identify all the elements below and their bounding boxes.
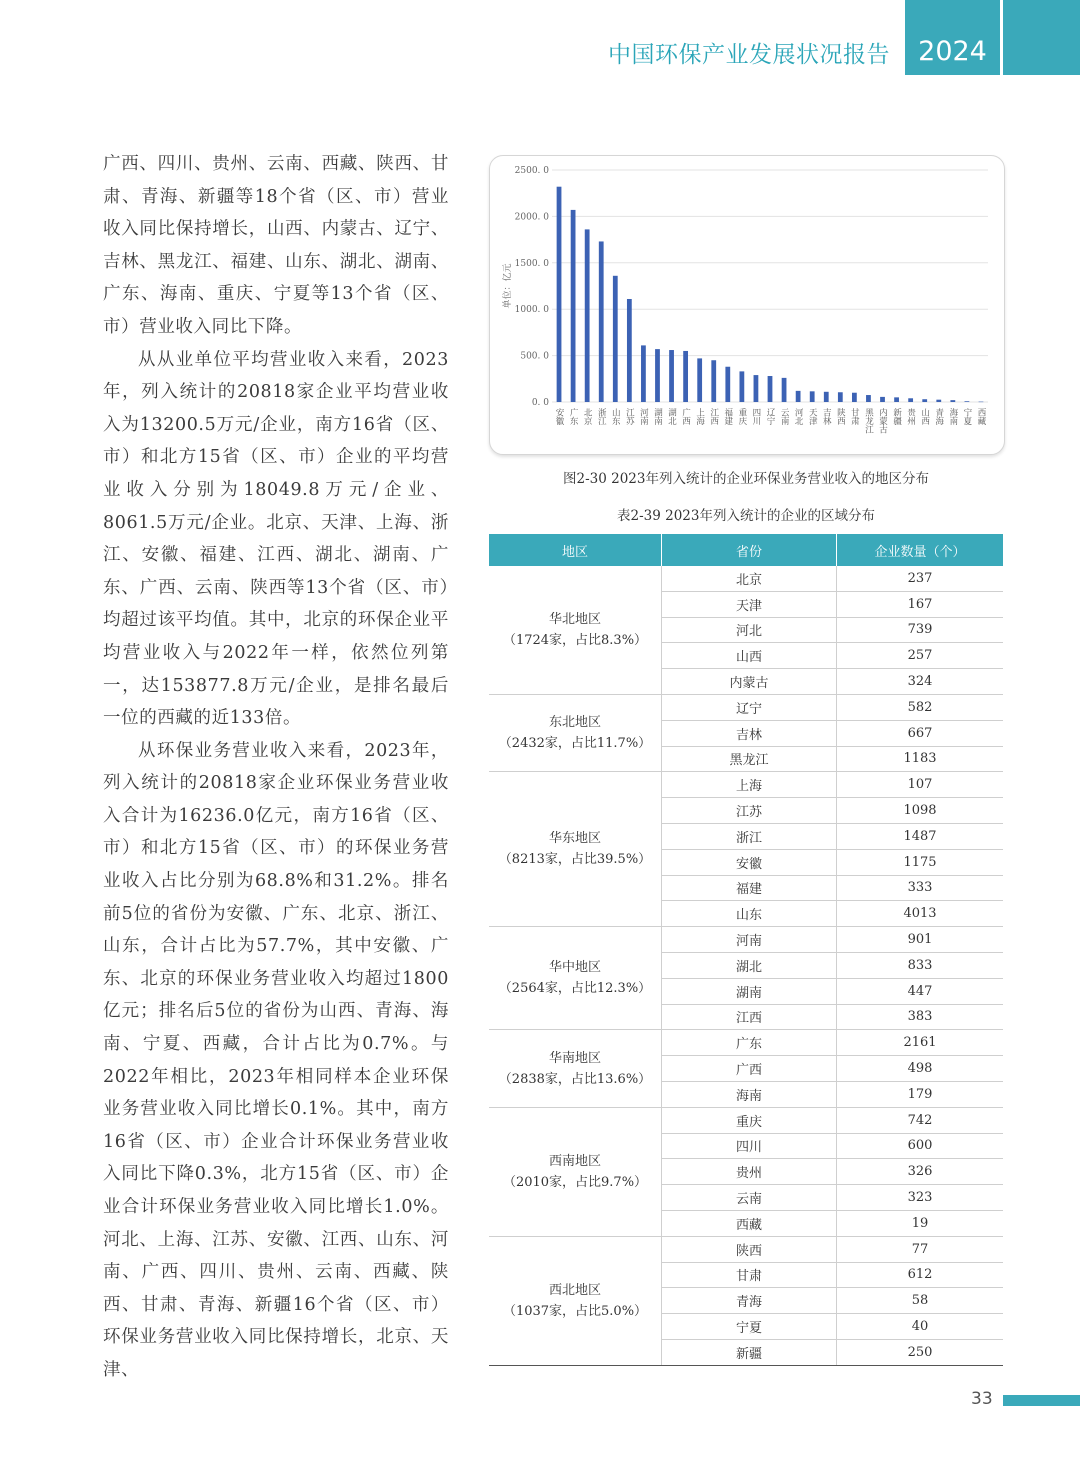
header-accent-strip [1003, 0, 1080, 75]
count-cell: 179 [837, 1081, 1004, 1107]
table-caption: 表2-39 2023年列入统计的企业的区域分布 [617, 508, 875, 524]
x-tick-label: 吉林 [821, 408, 832, 425]
province-cell: 山东 [662, 901, 837, 927]
table-row [489, 1236, 1003, 1262]
count-cell: 77 [837, 1236, 1004, 1262]
report-year: 2024 [905, 0, 1000, 75]
count-cell: 742 [837, 1107, 1004, 1133]
x-tick-label: 山东 [610, 408, 621, 425]
x-tick-label: 浙江 [596, 408, 607, 425]
count-cell: 257 [837, 643, 1004, 669]
y-tick-label: 2500. 0 [514, 166, 549, 176]
bar-西藏 [979, 402, 984, 403]
bar-贵州 [908, 398, 913, 402]
y-axis-label: 单位：亿元 [503, 263, 513, 309]
region-summary: （2838家，占比13.6%） [498, 1071, 652, 1087]
count-cell: 324 [837, 669, 1004, 695]
table-row [489, 566, 1003, 591]
bar-新疆 [894, 397, 899, 402]
header-count: 企业数量（个） [837, 534, 1004, 566]
region-cell [489, 772, 662, 927]
paragraph-3: 从环保业务营业收入来看，2023年，列入统计的20818家企业环保业务营业收入合计为16236.0亿元，南方16省（区、市）和北方15省（区、市）的环保业务营业收入占比分别为68.8%和31.2%。排名前5位的省份为安徽、广东、北京、浙江、山东，合计占比为57.7%，其中安徽、广东、北京的环保业务营业收入均超过1800亿元；排名后5位的省份为山西、青海、海南、宁夏、西藏，合计占比为0.7%。与2022年相比，2023年相同样本企业环保业务营业收入同比增长0.1%。其中，南方16省（区、市）企业合计环保业务营业收入同比下降0.3%，北方15省（区、市）企业合计环保业务营业收入同比增长1.0%。河北、上海、江苏、安徽、江西、山东、河南、广西、四川、贵州、云南、西藏、陕西、甘肃、青海、新疆16个省（区、市）环保业务营业收入同比保持增长，北京、天津、 [103, 740, 449, 1380]
revenue-bar-chart [489, 155, 1005, 455]
figure-caption: 图2-30 2023年列入统计的企业环保业务营业收入的地区分布 [563, 471, 929, 487]
count-cell: 582 [837, 694, 1004, 720]
province-cell: 海南 [662, 1081, 837, 1107]
x-tick-label: 天津 [807, 408, 818, 425]
x-tick-label: 新疆 [891, 408, 902, 425]
x-tick-label: 西藏 [975, 408, 986, 425]
province-cell: 河北 [662, 617, 837, 643]
region-name: 华北地区 [548, 611, 601, 627]
x-tick-label: 河北 [793, 408, 804, 425]
x-tick-label: 江苏 [624, 408, 635, 425]
province-cell: 江苏 [662, 798, 837, 824]
province-cell: 河南 [662, 927, 837, 953]
bar-辽宁 [768, 376, 773, 402]
bar-湖南 [655, 349, 660, 402]
x-tick-label: 福建 [722, 408, 733, 425]
province-cell: 四川 [662, 1133, 837, 1159]
count-cell: 107 [837, 772, 1004, 798]
region-name: 华南地区 [548, 1050, 601, 1066]
province-cell: 贵州 [662, 1159, 837, 1185]
region-cell [489, 1236, 662, 1365]
province-cell: 宁夏 [662, 1314, 837, 1340]
province-cell: 黑龙江 [662, 746, 837, 772]
count-cell: 739 [837, 617, 1004, 643]
region-cell [489, 694, 662, 771]
count-cell: 667 [837, 720, 1004, 746]
x-tick-label: 陕西 [835, 408, 846, 425]
bar-河北 [796, 391, 801, 402]
paragraph-1: 广西、四川、贵州、云南、西藏、陕西、甘肃、青海、新疆等18个省（区、市）营业收入同比保持增长，山西、内蒙古、辽宁、吉林、黑龙江、福建、山东、湖北、湖南、广东、海南、重庆、宁夏等13个省（区、市）营业收入同比下降。 [103, 154, 449, 337]
bar-天津 [810, 391, 815, 402]
region-cell [489, 1107, 662, 1236]
x-tick-label: 四川 [750, 408, 761, 425]
count-cell: 901 [837, 927, 1004, 953]
x-tick-label: 贵州 [905, 408, 916, 425]
count-cell: 1175 [837, 849, 1004, 875]
region-name: 东北地区 [548, 715, 601, 731]
bar-陕西 [838, 392, 843, 402]
province-cell: 北京 [662, 566, 837, 591]
bar-北京 [585, 229, 590, 402]
province-cell: 重庆 [662, 1107, 837, 1133]
count-cell: 447 [837, 978, 1004, 1004]
count-cell: 4013 [837, 901, 1004, 927]
count-cell: 1487 [837, 823, 1004, 849]
x-tick-label: 宁夏 [961, 408, 972, 425]
region-name: 华中地区 [548, 960, 601, 976]
region-distribution-table [489, 534, 1003, 1366]
count-cell: 40 [837, 1314, 1004, 1340]
region-summary: （1037家，占比5.0%） [502, 1303, 648, 1319]
region-summary: （2564家，占比12.3%） [498, 981, 652, 997]
bar-山东 [613, 276, 618, 402]
bar-上海 [697, 358, 702, 402]
bar-宁夏 [965, 401, 970, 402]
province-cell: 上海 [662, 772, 837, 798]
table-row [489, 772, 1003, 798]
bar-广西 [683, 351, 688, 402]
x-tick-label: 甘肃 [849, 408, 860, 425]
header-region: 地区 [489, 534, 662, 566]
y-tick-label: 1000. 0 [514, 305, 549, 316]
region-name: 西北地区 [548, 1282, 601, 1298]
province-cell: 新疆 [662, 1339, 837, 1365]
table-row [489, 1030, 1003, 1056]
x-tick-label: 山西 [919, 408, 930, 425]
region-cell [489, 927, 662, 1030]
province-cell: 湖北 [662, 952, 837, 978]
province-cell: 陕西 [662, 1236, 837, 1262]
bar-广东 [571, 210, 576, 402]
bar-福建 [725, 367, 730, 402]
x-tick-label: 北京 [582, 408, 593, 425]
region-name: 华东地区 [548, 831, 601, 847]
x-tick-label: 安徽 [554, 408, 565, 425]
bar-湖北 [669, 350, 674, 402]
region-summary: （1724家，占比8.3%） [502, 632, 648, 648]
count-cell: 833 [837, 952, 1004, 978]
province-cell: 浙江 [662, 823, 837, 849]
x-tick-label: 广西 [680, 408, 691, 425]
region-summary: （2010家，占比9.7%） [502, 1174, 648, 1190]
province-cell: 福建 [662, 875, 837, 901]
bar-吉林 [824, 392, 829, 402]
bar-内蒙古 [880, 397, 885, 402]
header-province: 省份 [662, 534, 837, 566]
x-tick-label: 湖南 [652, 408, 663, 425]
paragraph-2: 从从业单位平均营业收入来看，2023年，列入统计的20818家企业平均营业收入为13200.5万元/企业，南方16省（区、市）和北方15省（区、市）企业的平均营业收入分别为18049.8万元/企业、8061.5万元/企业。北京、天津、上海、浙江、安徽、福建、江西、湖北、湖南、广东、广西、云南、陕西等13个省（区、市）均超过该平均值。其中，北京的环保企业平均营业收入与2022年一样，依然位列第一，达153877.8万元/企业，是排名最后一位的西藏的近133倍。 [103, 349, 449, 729]
region-cell [489, 1030, 662, 1107]
x-tick-label: 河南 [638, 408, 649, 425]
province-cell: 辽宁 [662, 694, 837, 720]
province-cell: 甘肃 [662, 1262, 837, 1288]
province-cell: 广东 [662, 1030, 837, 1056]
y-tick-label: 500. 0 [520, 351, 549, 362]
province-cell: 天津 [662, 591, 837, 617]
bar-青海 [936, 400, 941, 402]
count-cell: 333 [837, 875, 1004, 901]
count-cell: 383 [837, 1004, 1004, 1030]
x-tick-label: 云南 [779, 408, 790, 425]
y-tick-label: 1500. 0 [514, 258, 549, 269]
province-cell: 吉林 [662, 720, 837, 746]
province-cell: 云南 [662, 1185, 837, 1211]
count-cell: 237 [837, 566, 1004, 591]
y-tick-label: 2000. 0 [514, 212, 549, 223]
count-cell: 600 [837, 1133, 1004, 1159]
bar-云南 [782, 378, 787, 402]
province-cell: 山西 [662, 643, 837, 669]
bar-河南 [641, 345, 646, 402]
bar-浙江 [599, 241, 604, 402]
x-tick-label: 青海 [933, 408, 944, 425]
province-cell: 湖南 [662, 978, 837, 1004]
count-cell: 323 [837, 1185, 1004, 1211]
count-cell: 167 [837, 591, 1004, 617]
x-tick-label: 海南 [947, 408, 958, 425]
table-row [489, 927, 1003, 953]
bar-海南 [950, 400, 955, 402]
count-cell: 1183 [837, 746, 1004, 772]
body-text-column [103, 148, 449, 1387]
table-row [489, 694, 1003, 720]
province-cell: 江西 [662, 1004, 837, 1030]
province-cell: 西藏 [662, 1210, 837, 1236]
y-tick-label: 0. 0 [531, 398, 549, 408]
table-row [489, 1107, 1003, 1133]
bar-黑龙江 [866, 395, 871, 402]
bar-安徽 [557, 187, 562, 402]
bar-重庆 [739, 371, 744, 402]
bar-甘肃 [852, 393, 857, 402]
x-tick-label: 广东 [568, 408, 579, 425]
x-tick-label: 内蒙古 [877, 408, 888, 434]
region-name: 西南地区 [548, 1153, 601, 1169]
province-cell: 广西 [662, 1056, 837, 1082]
count-cell: 612 [837, 1262, 1004, 1288]
bar-江西 [711, 360, 716, 402]
x-tick-label: 重庆 [736, 408, 747, 425]
bar-四川 [754, 375, 759, 402]
count-cell: 498 [837, 1056, 1004, 1082]
x-tick-label: 江西 [708, 408, 719, 425]
region-cell [489, 566, 662, 694]
x-tick-label: 辽宁 [765, 408, 775, 425]
footer-accent-bar [1003, 1395, 1080, 1406]
count-cell: 58 [837, 1288, 1004, 1314]
report-title: 中国环保产业发展状况报告 [608, 42, 890, 68]
table-header-row [489, 534, 1003, 566]
count-cell: 19 [837, 1210, 1004, 1236]
x-tick-label: 湖北 [666, 408, 677, 425]
x-tick-label: 上海 [694, 408, 705, 425]
bar-山西 [922, 399, 927, 402]
province-cell: 内蒙古 [662, 669, 837, 695]
bar-江苏 [627, 299, 632, 402]
page-number: 33 [971, 1389, 993, 1409]
province-cell: 安徽 [662, 849, 837, 875]
count-cell: 2161 [837, 1030, 1004, 1056]
region-summary: （8213家，占比39.5%） [498, 852, 652, 868]
province-cell: 青海 [662, 1288, 837, 1314]
x-tick-label: 黑龙江 [863, 408, 874, 434]
count-cell: 1098 [837, 798, 1004, 824]
count-cell: 326 [837, 1159, 1004, 1185]
chart-svg [490, 156, 1004, 454]
region-summary: （2432家，占比11.7%） [498, 736, 652, 752]
count-cell: 250 [837, 1339, 1004, 1365]
